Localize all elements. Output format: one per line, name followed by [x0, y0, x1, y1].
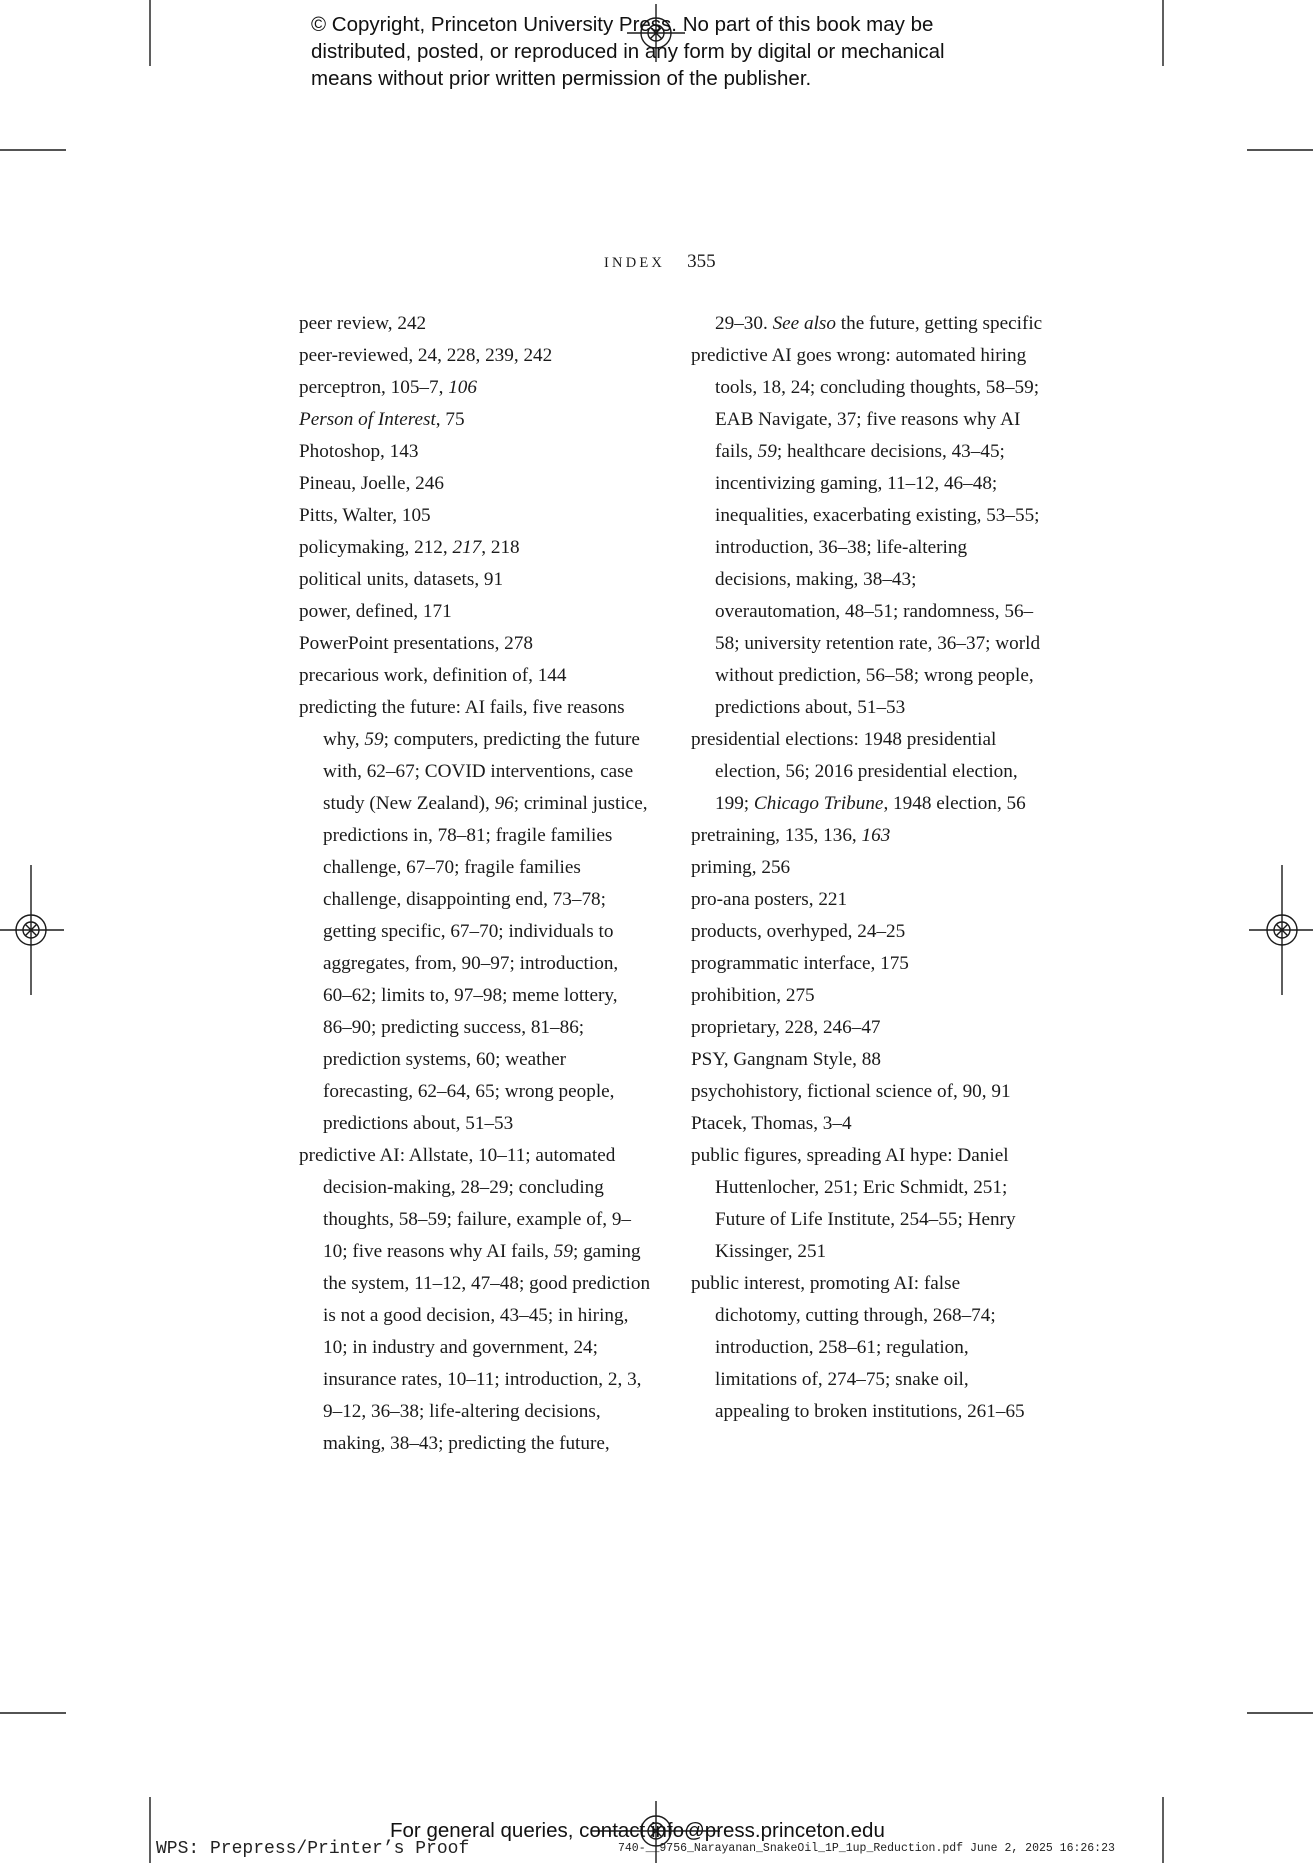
running-head	[604, 250, 716, 275]
running-head-label: INDEX	[604, 255, 666, 271]
index-entry	[691, 916, 1043, 948]
page-number: 355	[687, 251, 716, 272]
copyright-notice: © Copyright, Princeton University Press. No part of this book may be distributed, posted, or reproduced in any form by digital or mechanical means without prior written permission of the publisher.	[311, 13, 945, 90]
index-entry-continued	[691, 308, 1043, 340]
index-entry-italic-text: See also	[772, 313, 836, 334]
registration-mark-right	[1249, 865, 1313, 995]
index-entry-text: power, defined, 171	[299, 601, 452, 622]
index-entry-text: presidential elections: 1948 presidential election, 56; 2016 presidential election, 199;	[691, 729, 1018, 814]
index-entry	[299, 308, 651, 340]
index-entry	[299, 660, 651, 692]
index-entry-text: public figures, spreading AI hype: Daniel Huttenlocher, 251; Eric Schmidt, 251; Future of Life Institute, 254–55; Henry Kissinger, 251	[691, 1145, 1016, 1262]
index-entry	[691, 1044, 1043, 1076]
index-entry	[299, 372, 651, 404]
registration-mark-left	[0, 865, 64, 995]
index-entry-text: precarious work, definition of, 144	[299, 665, 567, 686]
index-entry-text: the future, getting specific	[835, 313, 1043, 334]
index-column-right	[691, 308, 1043, 1428]
index-entry-italic-text: Chicago Tribune	[753, 793, 884, 814]
index-entry-text: PSY, Gangnam Style, 88	[691, 1049, 881, 1070]
index-entry-text: pro-ana posters, 221	[691, 889, 848, 910]
index-entry-italic-text: Person of Interest	[299, 409, 436, 430]
index-entry-text: public interest, promoting AI: false dichotomy, cutting through, 268–74; introduction, 258–61; regulation, limitations of, 274–75; snake oil, appealing to broken institutions, 261–65	[691, 1273, 1025, 1422]
index-entry	[299, 404, 651, 436]
index-entry-text: predictive AI: Allstate, 10–11; automated decision-making, 28–29; concluding thoughts, 58–59; failure, example of, 9–10; five reasons why AI fails,	[299, 1145, 632, 1262]
index-entry	[691, 820, 1043, 852]
index-entry-text: policymaking, 212,	[299, 537, 453, 558]
index-entry	[299, 532, 651, 564]
index-entry-text: predicting the future: AI fails, five reasons why,	[299, 697, 625, 750]
index-entry-text: political units, datasets, 91	[299, 569, 504, 590]
index-entry-italic-text: 217	[452, 537, 482, 558]
index-entry-italic-text: 59	[364, 729, 384, 750]
index-entry-text: 29–30.	[715, 313, 773, 334]
proof-label: WPS: Prepress/Printer’s Proof	[156, 1839, 470, 1859]
index-entry	[299, 628, 651, 660]
index-entry-italic-text: 59	[553, 1241, 573, 1262]
index-entry	[299, 436, 651, 468]
index-entry-text: perceptron, 105–7,	[299, 377, 449, 398]
file-info: 740-__9756_Narayanan_SnakeOil_1P_1up_Reduction.pdf June 2, 2025 16:26:23	[618, 1842, 1115, 1855]
index-entry-text: Ptacek, Thomas, 3–4	[691, 1113, 852, 1134]
index-entry	[299, 340, 651, 372]
index-entry	[299, 1140, 651, 1460]
index-entry	[691, 1268, 1043, 1428]
index-entry	[691, 1012, 1043, 1044]
index-entry-text: products, overhyped, 24–25	[691, 921, 906, 942]
index-entry-text: pretraining, 135, 136,	[691, 825, 862, 846]
index-entry-text: , 75	[435, 409, 465, 430]
index-entry	[691, 948, 1043, 980]
index-entry	[691, 980, 1043, 1012]
index-entry	[691, 852, 1043, 884]
index-entry-text: , 218	[481, 537, 520, 558]
index-entry-italic-text: 59	[757, 441, 777, 462]
index-entry	[691, 884, 1043, 916]
index-entry-text: peer-reviewed, 24, 228, 239, 242	[299, 345, 553, 366]
index-entry-text: predictive AI goes wrong: automated hiring tools, 18, 24; concluding thoughts, 58–59; EAB Navigate, 37; five reasons why AI fails,	[691, 345, 1040, 462]
index-entry-text: programmatic interface, 175	[691, 953, 909, 974]
index-entry-text: ; healthcare decisions, 43–45; incentivizing gaming, 11–12, 46–48; inequalities, exacerbating existing, 53–55; introduction, 36–38; life-altering decisions, making, 38–43; overautomation, 48–51; randomness, 56–58; university retention rate, 36–37; world without prediction, 56–58; wrong people, predictions about, 51–53	[715, 441, 1041, 718]
index-entry-italic-text: 96	[494, 793, 514, 814]
index-entry-text: prohibition, 275	[691, 985, 815, 1006]
index-entry	[691, 724, 1043, 820]
index-entry-text: psychohistory, fictional science of, 90, 91	[691, 1081, 1011, 1102]
index-column-left	[299, 308, 651, 1460]
index-entry	[691, 340, 1043, 724]
index-entry-text: priming, 256	[691, 857, 791, 878]
index-entry-text: PowerPoint presentations, 278	[299, 633, 533, 654]
index-entry	[299, 564, 651, 596]
index-entry-text: proprietary, 228, 246–47	[691, 1017, 881, 1038]
index-entry-text: peer review, 242	[299, 313, 427, 334]
index-entry-text: Photoshop, 143	[299, 441, 419, 462]
index-entry-text: Pineau, Joelle, 246	[299, 473, 444, 494]
footer-queries: For general queries, contact info@press.princeton.edu	[390, 1819, 885, 1842]
index-entry	[299, 500, 651, 532]
index-entry	[691, 1140, 1043, 1268]
index-entry-text: ; computers, predicting the future with, 62–67; COVID interventions, case study (New Zealand),	[323, 729, 640, 814]
index-entry-text: ; criminal justice, predictions in, 78–81; fragile families challenge, 67–70; fragile families challenge, disappointing end, 73–78; getting specific, 67–70; individuals to aggregates, from, 90–97; introduction, 60–62; limits to, 97–98; meme lottery, 86–90; predicting success, 81–86; prediction systems, 60; weather forecasting, 62–64, 65; wrong people, predictions about, 51–53	[323, 793, 648, 1134]
index-entry-text: Pitts, Walter, 105	[299, 505, 431, 526]
index-entry	[691, 1108, 1043, 1140]
index-entry-italic-text: 163	[861, 825, 891, 846]
index-entry-text: ; gaming the system, 11–12, 47–48; good prediction is not a good decision, 43–45; in hiring, 10; in industry and government, 24; insurance rates, 10–11; introduction, 2, 3, 9–12, 36–38; life-altering decisions, making, 38–43; predicting the future,	[323, 1241, 651, 1454]
index-entry	[299, 468, 651, 500]
index-entry-text: , 1948 election, 56	[883, 793, 1026, 814]
index-entry	[299, 692, 651, 1140]
index-entry	[691, 1076, 1043, 1108]
index-entry-italic-text: 106	[448, 377, 477, 398]
index-entry	[299, 596, 651, 628]
